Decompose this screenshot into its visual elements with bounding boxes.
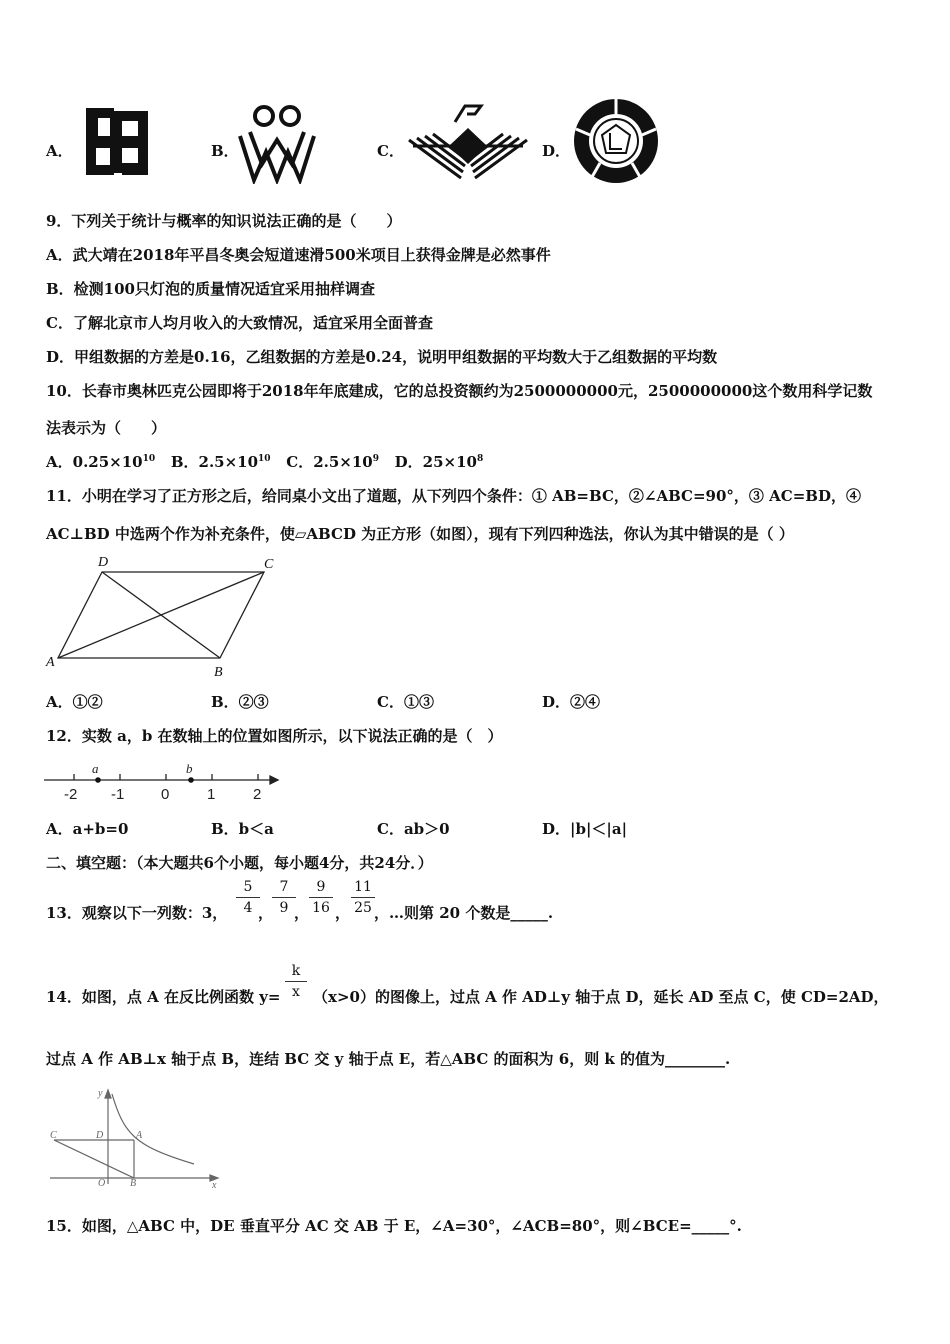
q12-stem: 12．实数 a，b 在数轴上的位置如图所示，以下说法正确的是（ ） <box>46 727 503 745</box>
number-line-figure <box>42 760 284 804</box>
q12-option-c: C．ab＞0 <box>377 820 450 838</box>
point-label-a: A <box>136 1130 143 1141</box>
point-label-o: O <box>98 1178 106 1189</box>
pattern-figure-b <box>236 102 318 184</box>
q9-stem: 9．下列关于统计与概率的知识说法正确的是（ ） <box>46 212 402 230</box>
point-label-a: a <box>92 761 99 776</box>
tick-label-2: 2 <box>253 786 262 803</box>
q15-stem: 15．如图，△ABC 中，DE 垂直平分 AC 交 AB 于 E，∠A=30°，∠ACB=80°，则∠BCE=_____°. <box>46 1217 742 1235</box>
vertex-label-d: D <box>98 555 109 570</box>
vertex-label-b: B <box>214 665 223 680</box>
q14-suffix: （x>0）的图像上，过点 A 作 AD⊥y 轴于点 D，延长 AD 至点 C，使 CD=2AD， <box>313 988 889 1006</box>
q10-option-d: D．$25\times 10^8$ <box>394 453 484 471</box>
q9-option-b: B．检测100只灯泡的质量情况适宜采用抽样调查 <box>46 280 375 298</box>
q13-separator-1: ， <box>258 904 274 922</box>
q13-fraction-2: $\frac{7}{9}$ <box>272 879 296 916</box>
q13-suffix: ，…则第 20 个数是_____. <box>374 904 554 922</box>
vertex-label-a: A <box>46 655 55 670</box>
q11-stem-line2: AC⊥BD 中选两个作为补充条件，使▱ABCD 为正方形（如图），现有下列四种选法，你认为其中错误的是（ ） <box>46 525 794 543</box>
section-2-heading: 二、填空题：（本大题共6个小题，每小题4分，共24分．） <box>46 854 433 872</box>
tick-label-neg2: -2 <box>64 786 78 803</box>
q13-fraction-4: $\frac{11}{25}$ <box>351 879 375 916</box>
axis-label-x: x <box>212 1180 217 1190</box>
point-label-c: C <box>50 1130 57 1141</box>
point-label-b: B <box>130 1178 137 1189</box>
parallelogram-abcd-figure <box>42 552 282 680</box>
q13-separator-3: ， <box>335 904 351 922</box>
point-label-d: D <box>96 1130 104 1141</box>
tick-label-0: 0 <box>161 786 170 803</box>
q14-line2: 过点 A 作 AB⊥x 轴于点 B，连结 BC 交 y 轴于点 E，若△ABC 的面积为 6，则 k 的值为________. <box>46 1050 731 1068</box>
q10-option-b: B．$2.5\times 10^{10}$ <box>170 453 271 471</box>
q9-option-d: D．甲组数据的方差是0.16，乙组数据的方差是0.24，说明甲组数据的平均数大于乙组数据的平均数 <box>46 348 718 366</box>
q14-fraction-k-over-x: $\frac{k}{x}$ <box>285 963 307 1000</box>
q9-option-c: C．了解北京市人均月收入的大致情况，适宜采用全面普查 <box>46 314 433 332</box>
q12-option-a: A．a+b=0 <box>46 820 129 838</box>
q11-option-c: C．①③ <box>377 693 434 711</box>
q11-stem-line1: 11．小明在学习了正方形之后，给同桌小文出了道题，从下列四个条件：① AB=BC，②∠ABC=90°，③ AC=BD，④ <box>46 487 861 505</box>
q11-option-b: B．②③ <box>211 693 269 711</box>
inverse-function-figure <box>44 1084 224 1190</box>
axis-label-y: y <box>98 1088 103 1099</box>
q11-option-a: A．①② <box>46 693 103 711</box>
q11-option-d: D．②④ <box>542 693 601 711</box>
q14-prefix: 14．如图，点 A 在反比例函数 y= <box>46 988 281 1006</box>
tick-label-neg1: -1 <box>111 786 125 803</box>
tick-label-1: 1 <box>207 786 216 803</box>
circle-emblem-figure-d <box>572 97 660 185</box>
q10-option-c: C．$2.5\times 10^9$ <box>286 453 379 471</box>
q9-option-a: A．武大靖在2018年平昌冬奥会短道速滑500米项目上获得金牌是必然事件 <box>46 246 551 264</box>
q12-option-b: B．b＜a <box>211 820 274 838</box>
q8-option-b-label: B． <box>211 142 239 160</box>
q10-stem-line1: 10．长春市奥林匹克公园即将于2018年年底建成，它的总投资额约为2500000000元，2500000000这个数用科学记数 <box>46 382 873 400</box>
swastika-figure-a <box>80 103 154 181</box>
q8-option-a-label: A． <box>46 142 73 160</box>
point-label-b: b <box>186 761 193 776</box>
q13-fraction-3: $\frac{9}{16}$ <box>309 879 333 916</box>
q13-prefix: 13．观察以下一列数：3， <box>46 904 228 922</box>
vertex-label-c: C <box>264 557 274 572</box>
q10-options <box>46 452 483 472</box>
q8-option-d-label: D． <box>542 142 571 160</box>
q10-stem-line2: 法表示为（ ） <box>46 419 167 437</box>
q12-option-d: D．|b|＜|a| <box>542 820 628 838</box>
q8-option-c-label: C． <box>377 142 404 160</box>
q13-fraction-1: $\frac{5}{4}$ <box>236 879 260 916</box>
bird-pattern-figure-c <box>405 100 531 184</box>
q13-separator-2: ， <box>294 904 310 922</box>
q10-option-a: A．$0.25\times 10^{10}$ <box>46 453 156 471</box>
